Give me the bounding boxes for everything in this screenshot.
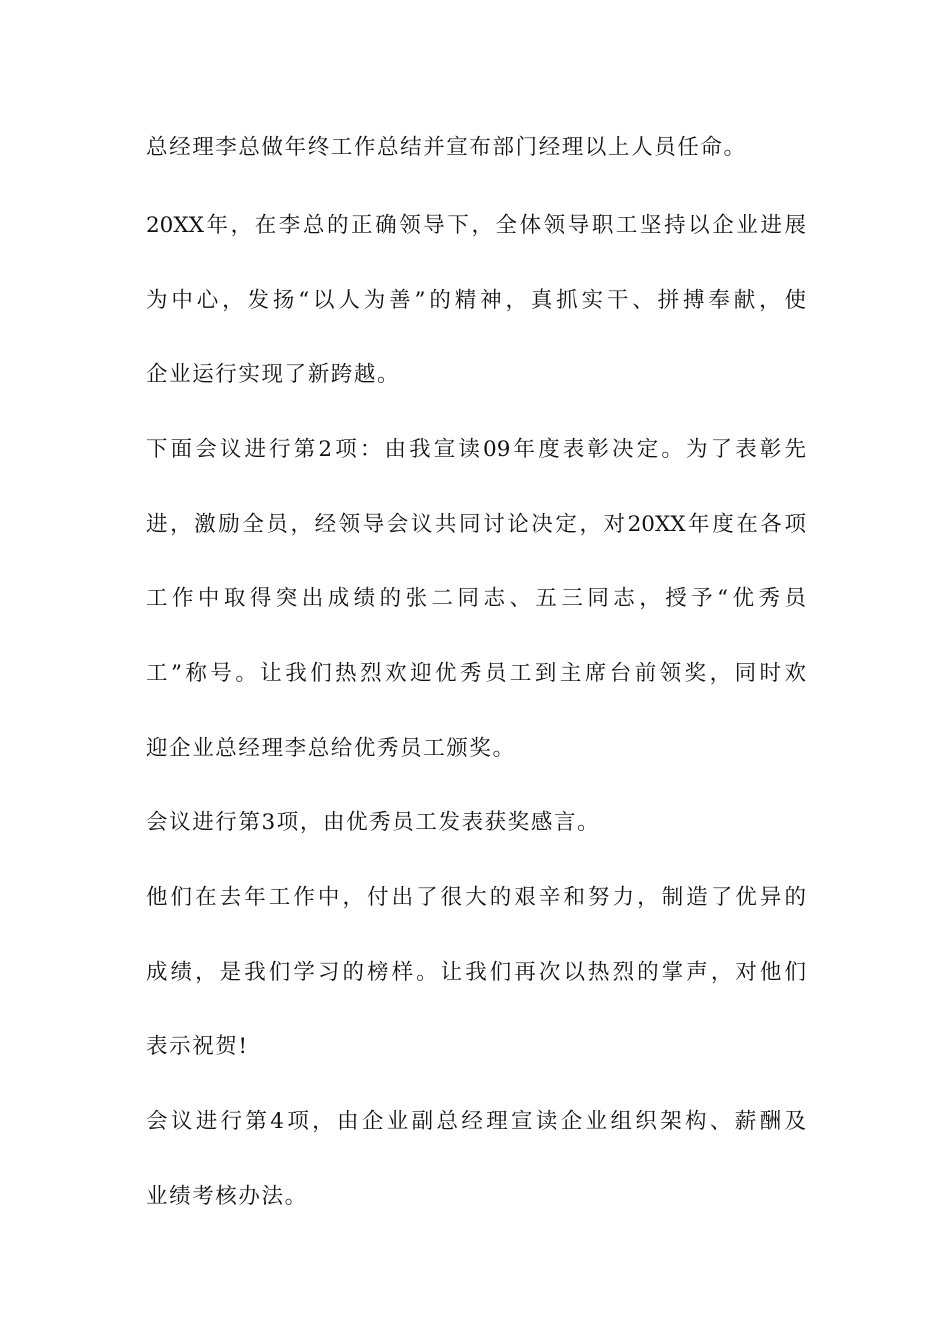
text-line-4: 企业运行实现了新跨越。 bbox=[146, 362, 401, 387]
text-line-6: 进，激励全员，经领导会议共同讨论决定，对20XX年度在各项 bbox=[146, 512, 806, 537]
text-line-14: 会议进行第4项，由企业副总经理宣读企业组织架构、薪酬及 bbox=[146, 1109, 806, 1134]
text-line-11: 他们在去年工作中，付出了很大的艰辛和努力，制造了优异的 bbox=[146, 885, 806, 910]
text-line-7: 工作中取得突出成绩的张二同志、五三同志，授予“优秀员 bbox=[146, 586, 806, 611]
text-line-2: 20XX年，在李总的正确领导下，全体领导职工坚持以企业进展 bbox=[146, 213, 806, 238]
text-line-8: 工”称号。让我们热烈欢迎优秀员工到主席台前领奖，同时欢 bbox=[146, 661, 806, 686]
text-line-1: 总经理李总做年终工作总结并宣布部门经理以上人员任命。 bbox=[146, 135, 747, 160]
text-line-10: 会议进行第3项，由优秀员工发表获奖感言。 bbox=[146, 810, 601, 835]
text-line-9: 迎企业总经理李总给优秀员工颁奖。 bbox=[146, 736, 516, 761]
text-line-12: 成绩，是我们学习的榜样。让我们再次以热烈的掌声，对他们 bbox=[146, 960, 806, 985]
text-line-5: 下面会议进行第2项：由我宣读09年度表彰决定。为了表彰先 bbox=[146, 437, 806, 462]
text-line-3: 为中心，发扬“以人为善”的精神，真抓实干、拼搏奉献，使 bbox=[146, 288, 806, 313]
text-line-13: 表示祝贺! bbox=[146, 1034, 249, 1059]
text-line-15: 业绩考核办法。 bbox=[146, 1184, 308, 1209]
